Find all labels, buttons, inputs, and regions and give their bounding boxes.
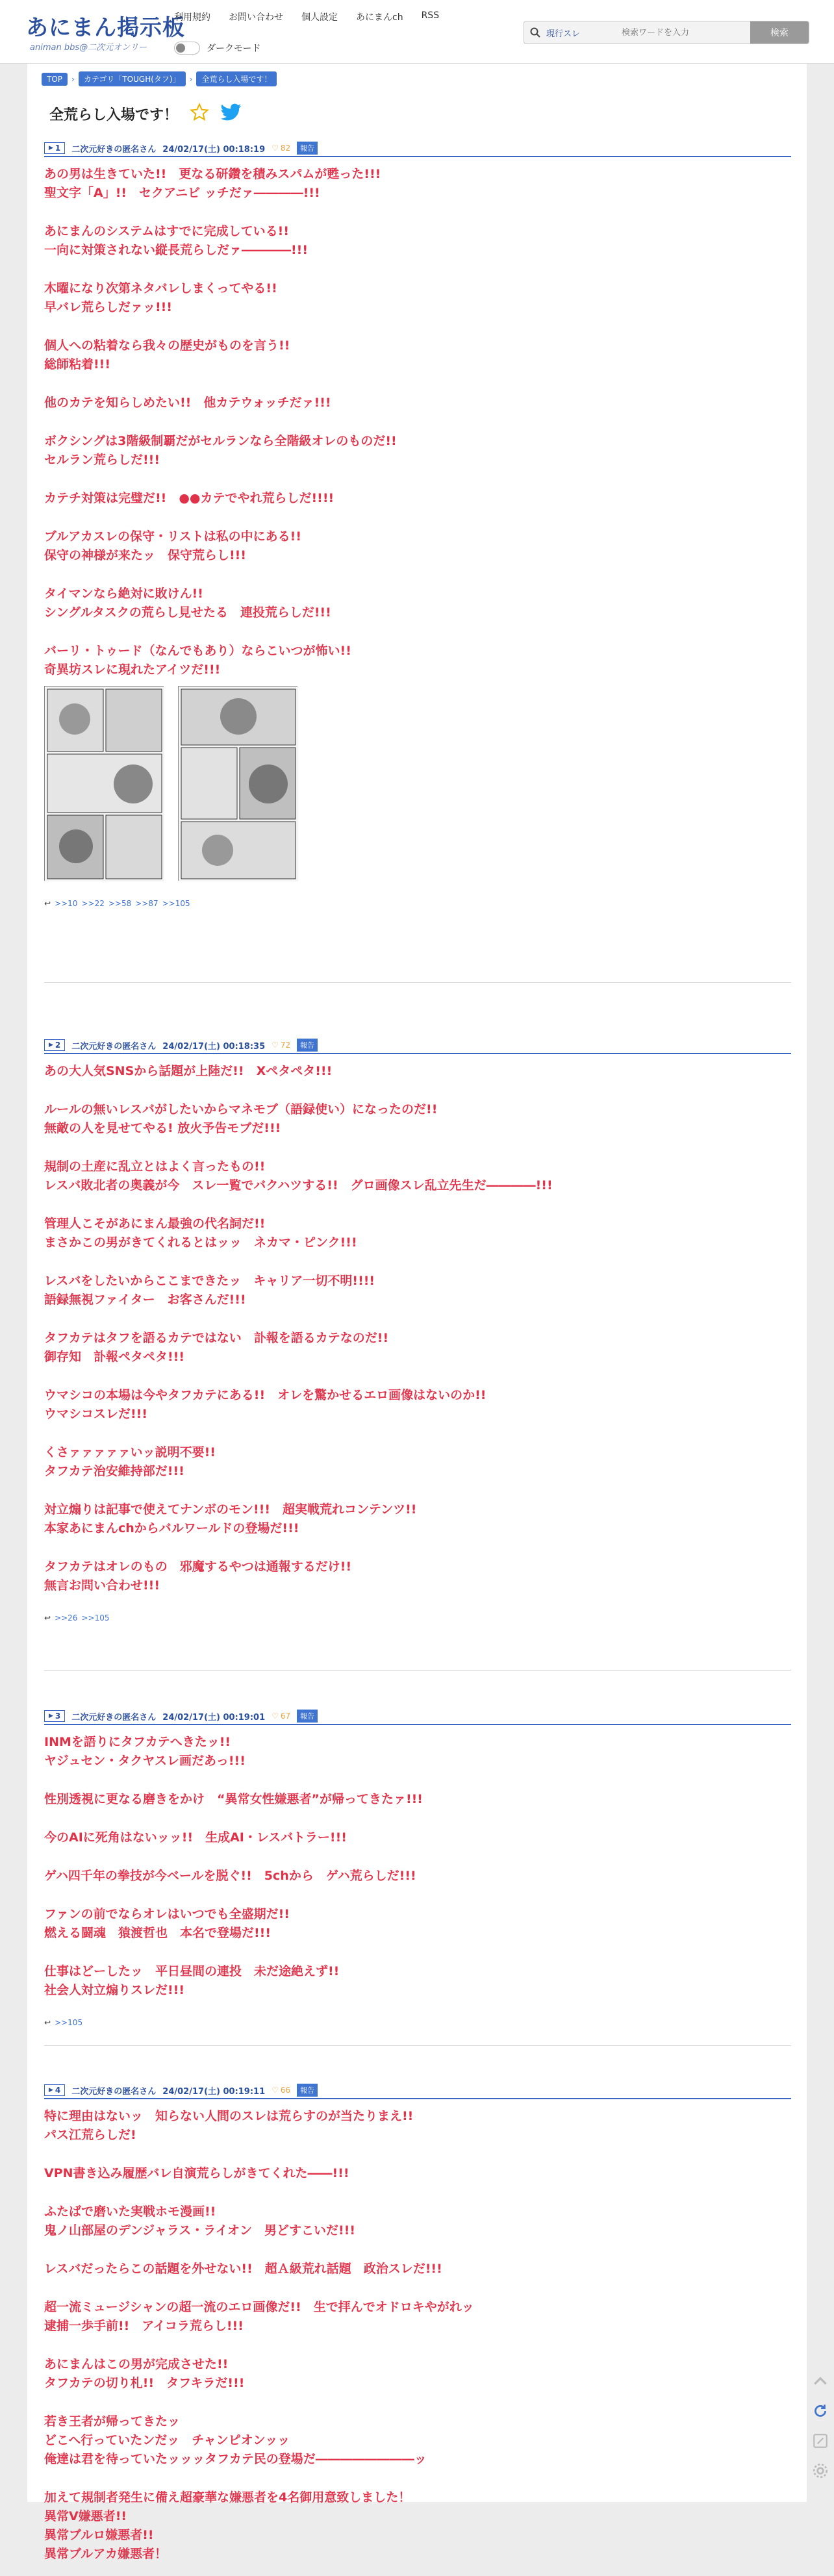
- nav-rss[interactable]: RSS: [421, 10, 440, 21]
- breadcrumb-category[interactable]: カテゴリ「TOUGH(タフ)」: [79, 71, 186, 86]
- nav-settings[interactable]: 個人設定: [301, 12, 338, 23]
- post: [44, 1708, 791, 2046]
- post-line: ボクシングは3階級制覇だがセルランなら全階級オレのものだ!!: [44, 434, 397, 448]
- post-line: レスバ敗北者の奥義が今 スレ一覧でバクハツする!! グロ画像スレ乱立先生だ――――!!!: [44, 1178, 553, 1193]
- post-line: 早バレ荒らしだァッ!!!: [44, 300, 172, 314]
- post-line: 御存知 訃報ペタペタ!!!: [44, 1350, 184, 1364]
- site-header: [0, 0, 834, 64]
- heart-icon: ♡: [272, 2086, 279, 2095]
- post-line: 本家あにまんchからバルワールドの登場だ!!!: [44, 1521, 299, 1535]
- gear-icon[interactable]: [810, 2460, 831, 2481]
- line-gap: [44, 565, 791, 585]
- post-date: 24/02/17(土) 00:18:19: [162, 144, 266, 155]
- line-gap: [44, 1081, 791, 1100]
- reply-links: [44, 899, 791, 908]
- line-gap: [44, 203, 791, 222]
- heart-icon: ♡: [272, 1711, 279, 1721]
- post-line: ファンの前でならオレはいつでも全盛期だ!!: [44, 1907, 290, 1921]
- post-line: 管理人こそがあにまん最強の代名詞だ!!: [44, 1217, 266, 1231]
- post-line: 仕事はどーしたッ 平日昼間の連投 未だ途絶えず!!: [44, 1964, 340, 1978]
- line-gap: [44, 2279, 791, 2298]
- reply-link[interactable]: >>10: [55, 899, 78, 908]
- post-images: [44, 686, 791, 881]
- post-line: 異常ブルロ嫌悪者!!: [44, 2528, 154, 2542]
- nav-contact[interactable]: お問い合わせ: [229, 12, 283, 23]
- post-line: 逮捕一歩手前!! アイコラ荒らし!!!: [44, 2319, 244, 2333]
- chevron-right-icon: ›: [71, 74, 75, 84]
- res-number[interactable]: ▶ 2: [44, 1039, 65, 1051]
- line-gap: [44, 1367, 791, 1386]
- line-gap: [44, 1252, 791, 1272]
- reply-links: [44, 1613, 791, 1623]
- post-line: ウマシコの本場は今やタフカテにある!! オレを驚かせるエロ画像はないのか!!: [44, 1388, 486, 1402]
- dark-mode-toggle[interactable]: [174, 42, 260, 55]
- post-line: タフカテはタフを語るカテではない 訃報を語るカテなのだ!!: [44, 1331, 389, 1345]
- heart-icon: ♡: [272, 1041, 279, 1050]
- heart-icon: ♡: [272, 144, 279, 153]
- post-line: まさかこの男がきてくれるとはッッ ネカマ・ピンク!!!: [44, 1235, 357, 1250]
- line-gap: [44, 1943, 791, 1962]
- post-line: タフカテ治安維持部だ!!!: [44, 1464, 184, 1478]
- post-header: [44, 1708, 791, 1725]
- post-line: 個人への粘着なら我々の歴史がものを言う!!: [44, 338, 290, 353]
- line-gap: [44, 2469, 791, 2488]
- dark-mode-label: ダークモード: [207, 44, 261, 54]
- line-gap: [44, 1481, 791, 1500]
- line-gap: [44, 1771, 791, 1790]
- post-body: [44, 2099, 791, 2564]
- post-line: ルールの無いレスバがしたいからマネモブ（語録使い）になったのだ!!: [44, 1102, 438, 1117]
- thread-title-row: [49, 103, 242, 125]
- line-gap: [44, 374, 791, 394]
- report-button[interactable]: 報告: [297, 142, 318, 155]
- post-line: 俺達は君を待っていたッッッタフカテ民の登場だ――――――――ッ: [44, 2452, 427, 2466]
- post-line: INMを語りにタフカテへきたッ!!: [44, 1735, 231, 1749]
- report-button[interactable]: 報告: [297, 2084, 318, 2097]
- main-content: [27, 64, 807, 2561]
- poster-name: 二次元好きの匿名さん: [71, 1712, 157, 1723]
- floating-toolbar: [807, 2364, 834, 2502]
- post-line: どこへ行っていたンだッ チャンピオンッッ: [44, 2433, 290, 2447]
- post-line: タイマンなら絶対に敗けん!!: [44, 587, 203, 601]
- post-date: 24/02/17(土) 00:18:35: [162, 1041, 266, 1052]
- post-line: 無敵の人を見せてやる! 放火予告モブだ!!!: [44, 1121, 281, 1135]
- line-gap: [44, 2393, 791, 2412]
- site-logo[interactable]: [26, 16, 185, 53]
- reply-link[interactable]: >>87: [135, 899, 158, 908]
- post-line: 性別透視に更なる磨きをかけ “異常女性嫌悪者”が帰ってきたァ!!!: [44, 1792, 423, 1806]
- post-line: ゲハ四千年の拳技が今ベールを脱ぐ!! 5chから ゲハ荒らしだ!!!: [44, 1869, 416, 1883]
- post-line: 他のカテを知らしめたい!! 他カテウォッチだァ!!!: [44, 396, 331, 410]
- post-line: 奇異坊スレに現れたアイツだ!!!: [44, 663, 221, 677]
- poster-name: 二次元好きの匿名さん: [71, 2086, 157, 2097]
- line-gap: [44, 1195, 791, 1215]
- post-line: ブルアカスレの保守・リストは私の中にある!!: [44, 529, 302, 544]
- report-button[interactable]: 報告: [297, 1710, 318, 1723]
- post-line: あにまんのシステムはすでに完成している!!: [44, 224, 290, 238]
- line-gap: [44, 1424, 791, 1443]
- line-gap: [44, 2336, 791, 2355]
- line-gap: [44, 1886, 791, 1905]
- post-line: 木曜になり次第ネタバレしまくってやる!!: [44, 281, 277, 296]
- logo-title: あにまん掲示板: [26, 15, 185, 41]
- post-line: ヤジュセン・タクヤスレ画だあっ!!!: [44, 1754, 246, 1768]
- post-line: あの大人気SNSから話題が上陸だ!! Xペタペタ!!!: [44, 1064, 333, 1078]
- nav-animanch[interactable]: あにまんch: [356, 12, 403, 23]
- line-gap: [44, 2145, 791, 2164]
- reply-link[interactable]: >>105: [162, 899, 190, 908]
- post-line: 一向に対策されない縦長荒らしだァ――――!!!: [44, 243, 308, 257]
- manga-image[interactable]: [178, 686, 297, 881]
- post-line: 総師粘着!!!: [44, 357, 110, 372]
- star-icon[interactable]: [190, 103, 209, 125]
- post-line: 異常ブルアカ嫌悪者！: [44, 2547, 168, 2561]
- post-line: 規制の土産に乱立とはよく言ったもの!!: [44, 1159, 266, 1174]
- line-gap: [44, 1847, 791, 1867]
- post-line: バーリ・トゥード（なんでもあり）ならこいつが怖い!!: [44, 644, 351, 658]
- post-header: [44, 1037, 791, 1054]
- post-line: 今のAIに死角はないッッ!! 生成AI・レスバトラー!!!: [44, 1830, 347, 1845]
- post-body: [44, 1725, 791, 2000]
- post-line: ふたばで磨いた実戦ホモ漫画!!: [44, 2204, 216, 2219]
- post: [44, 140, 791, 983]
- post-line: 鬼ノ山部屋のデンジャラス・ライオン 男どすこいだ!!!: [44, 2223, 356, 2238]
- post-line: あにまんはこの男が完成させた!!: [44, 2357, 229, 2371]
- page-title: 全荒らし入場です！: [49, 107, 179, 123]
- post-date: 24/02/17(土) 00:19:11: [162, 2086, 266, 2097]
- reply-link[interactable]: >>105: [81, 1613, 110, 1623]
- line-gap: [44, 1538, 791, 1558]
- post-line: レスバをしたいからここまできたッ キャリア一切不明!!!!: [44, 1274, 375, 1288]
- like-button[interactable]: ♡ 72: [272, 1041, 291, 1050]
- post-line: 特に理由はないッ 知らない人間のスレは荒らすのが当たりまえ!!: [44, 2109, 414, 2123]
- like-button[interactable]: ♡ 66: [272, 2086, 291, 2095]
- refresh-icon[interactable]: [810, 2401, 831, 2421]
- post-header: [44, 140, 791, 157]
- post-date: 24/02/17(土) 00:19:01: [162, 1712, 266, 1723]
- edit-icon[interactable]: [810, 2431, 831, 2451]
- post: [44, 2082, 791, 2576]
- line-gap: [44, 1809, 791, 1828]
- reply-icon: ↩: [44, 899, 51, 908]
- post: [44, 1037, 791, 1671]
- line-gap: [44, 1309, 791, 1329]
- line-gap: [44, 1138, 791, 1157]
- post-header: [44, 2082, 791, 2099]
- reply-icon: ↩: [44, 1613, 51, 1623]
- reply-links: [44, 2018, 791, 2027]
- breadcrumb: [42, 71, 277, 86]
- post-line: 燃える闘魂 猿渡哲也 本名で登場だ!!!: [44, 1926, 271, 1940]
- search-icon: [524, 21, 546, 44]
- post-line: タフカテの切り札!! タフキラだ!!!: [44, 2376, 245, 2390]
- line-gap: [44, 412, 791, 432]
- line-gap: [44, 2183, 791, 2203]
- res-number[interactable]: ▶ 4: [44, 2084, 65, 2096]
- post-line: レスバだったらこの話題を外せない!! 超Ａ級荒れ話題 政治スレだ!!!: [44, 2262, 442, 2276]
- line-gap: [44, 317, 791, 336]
- res-number[interactable]: ▶ 1: [44, 142, 65, 154]
- twitter-icon[interactable]: [221, 103, 242, 124]
- post-line: セルラン荒らしだ!!!: [44, 453, 160, 467]
- line-gap: [44, 508, 791, 527]
- post-line: 若き王者が帰ってきたッ: [44, 2414, 181, 2429]
- search-bar: [524, 21, 809, 44]
- post-line: タフカテはオレのもの 邪魔するやつは通報するだけ!!: [44, 1559, 352, 1574]
- reply-icon: ↩: [44, 2018, 51, 2027]
- search-button[interactable]: 検索: [750, 21, 809, 44]
- line-gap: [44, 260, 791, 279]
- reply-link[interactable]: >>105: [55, 2018, 83, 2027]
- poster-name: 二次元好きの匿名さん: [71, 144, 157, 155]
- toggle-switch[interactable]: [174, 42, 200, 55]
- logo-subtitle: animan bbs@二次元オンリー: [30, 43, 147, 53]
- post-line: 語録無視ファイター お客さんだ!!!: [44, 1293, 246, 1307]
- nav-terms[interactable]: 利用規約: [174, 12, 210, 23]
- res-number[interactable]: ▶ 3: [44, 1710, 65, 1722]
- search-scope-select[interactable]: 現行スレ: [546, 29, 581, 39]
- report-button[interactable]: 報告: [297, 1039, 318, 1052]
- reply-link[interactable]: >>58: [108, 899, 132, 908]
- toggle-knob: [176, 44, 185, 53]
- post-line: 聖文字「A」!! セクアニビ ッチだァ――――!!!: [44, 186, 320, 200]
- post-line: 加えて規制者発生に備え超豪華な嫌悪者を4名御用意致しました！: [44, 2490, 411, 2505]
- like-button[interactable]: ♡ 82: [272, 144, 291, 153]
- post-body: [44, 157, 791, 679]
- search-input[interactable]: [618, 21, 750, 44]
- post-line: 異常V嫌悪者!!: [44, 2509, 127, 2523]
- reply-link[interactable]: >>26: [55, 1613, 78, 1623]
- post-line: 超一流ミュージシャンの超一流のエロ画像だ!! 生で拝んでオドロキやがれッ: [44, 2300, 474, 2314]
- post-list: [44, 140, 791, 2576]
- like-button[interactable]: ♡ 67: [272, 1711, 291, 1721]
- reply-link[interactable]: >>22: [81, 899, 105, 908]
- scroll-top-icon[interactable]: [810, 2371, 831, 2392]
- post-line: ウマシコスレだ!!!: [44, 1407, 147, 1421]
- line-gap: [44, 470, 791, 489]
- post-line: 保守の神様が来たッ 保守荒らし!!!: [44, 548, 246, 562]
- post-line: VPN書き込み履歴バレ自演荒らしがきてくれた――!!!: [44, 2166, 349, 2180]
- post-line: シングルタスクの荒らし見せたる 連投荒らしだ!!!: [44, 605, 331, 620]
- breadcrumb-thread[interactable]: 全荒らし入場です！: [196, 71, 277, 86]
- post-line: 無言お問い合わせ!!!: [44, 1578, 160, 1593]
- line-gap: [44, 622, 791, 642]
- post-line: 対立煽りは記事で使えてナンボのモン!!! 超実戦荒れコンテンツ!!: [44, 1502, 417, 1517]
- post-line: パス江荒らしだ!: [44, 2128, 136, 2142]
- manga-image[interactable]: [44, 686, 164, 881]
- post-line: カテチ対策は完璧だ!! ●●カテでやれ荒らしだ!!!!: [44, 491, 335, 505]
- breadcrumb-top[interactable]: TOP: [42, 73, 68, 86]
- post-line: あの男は生きていた!! 更なる研鑽を積みスパムが甦った!!!: [44, 167, 381, 181]
- post-body: [44, 1054, 791, 1595]
- post-line: 社会人対立煽りスレだ!!!: [44, 1983, 184, 1997]
- post-line: くさァァァァァいッ説明不要!!: [44, 1445, 216, 1459]
- chevron-right-icon: ›: [189, 74, 193, 84]
- line-gap: [44, 2240, 791, 2260]
- top-nav: [174, 10, 439, 23]
- poster-name: 二次元好きの匿名さん: [71, 1041, 157, 1052]
